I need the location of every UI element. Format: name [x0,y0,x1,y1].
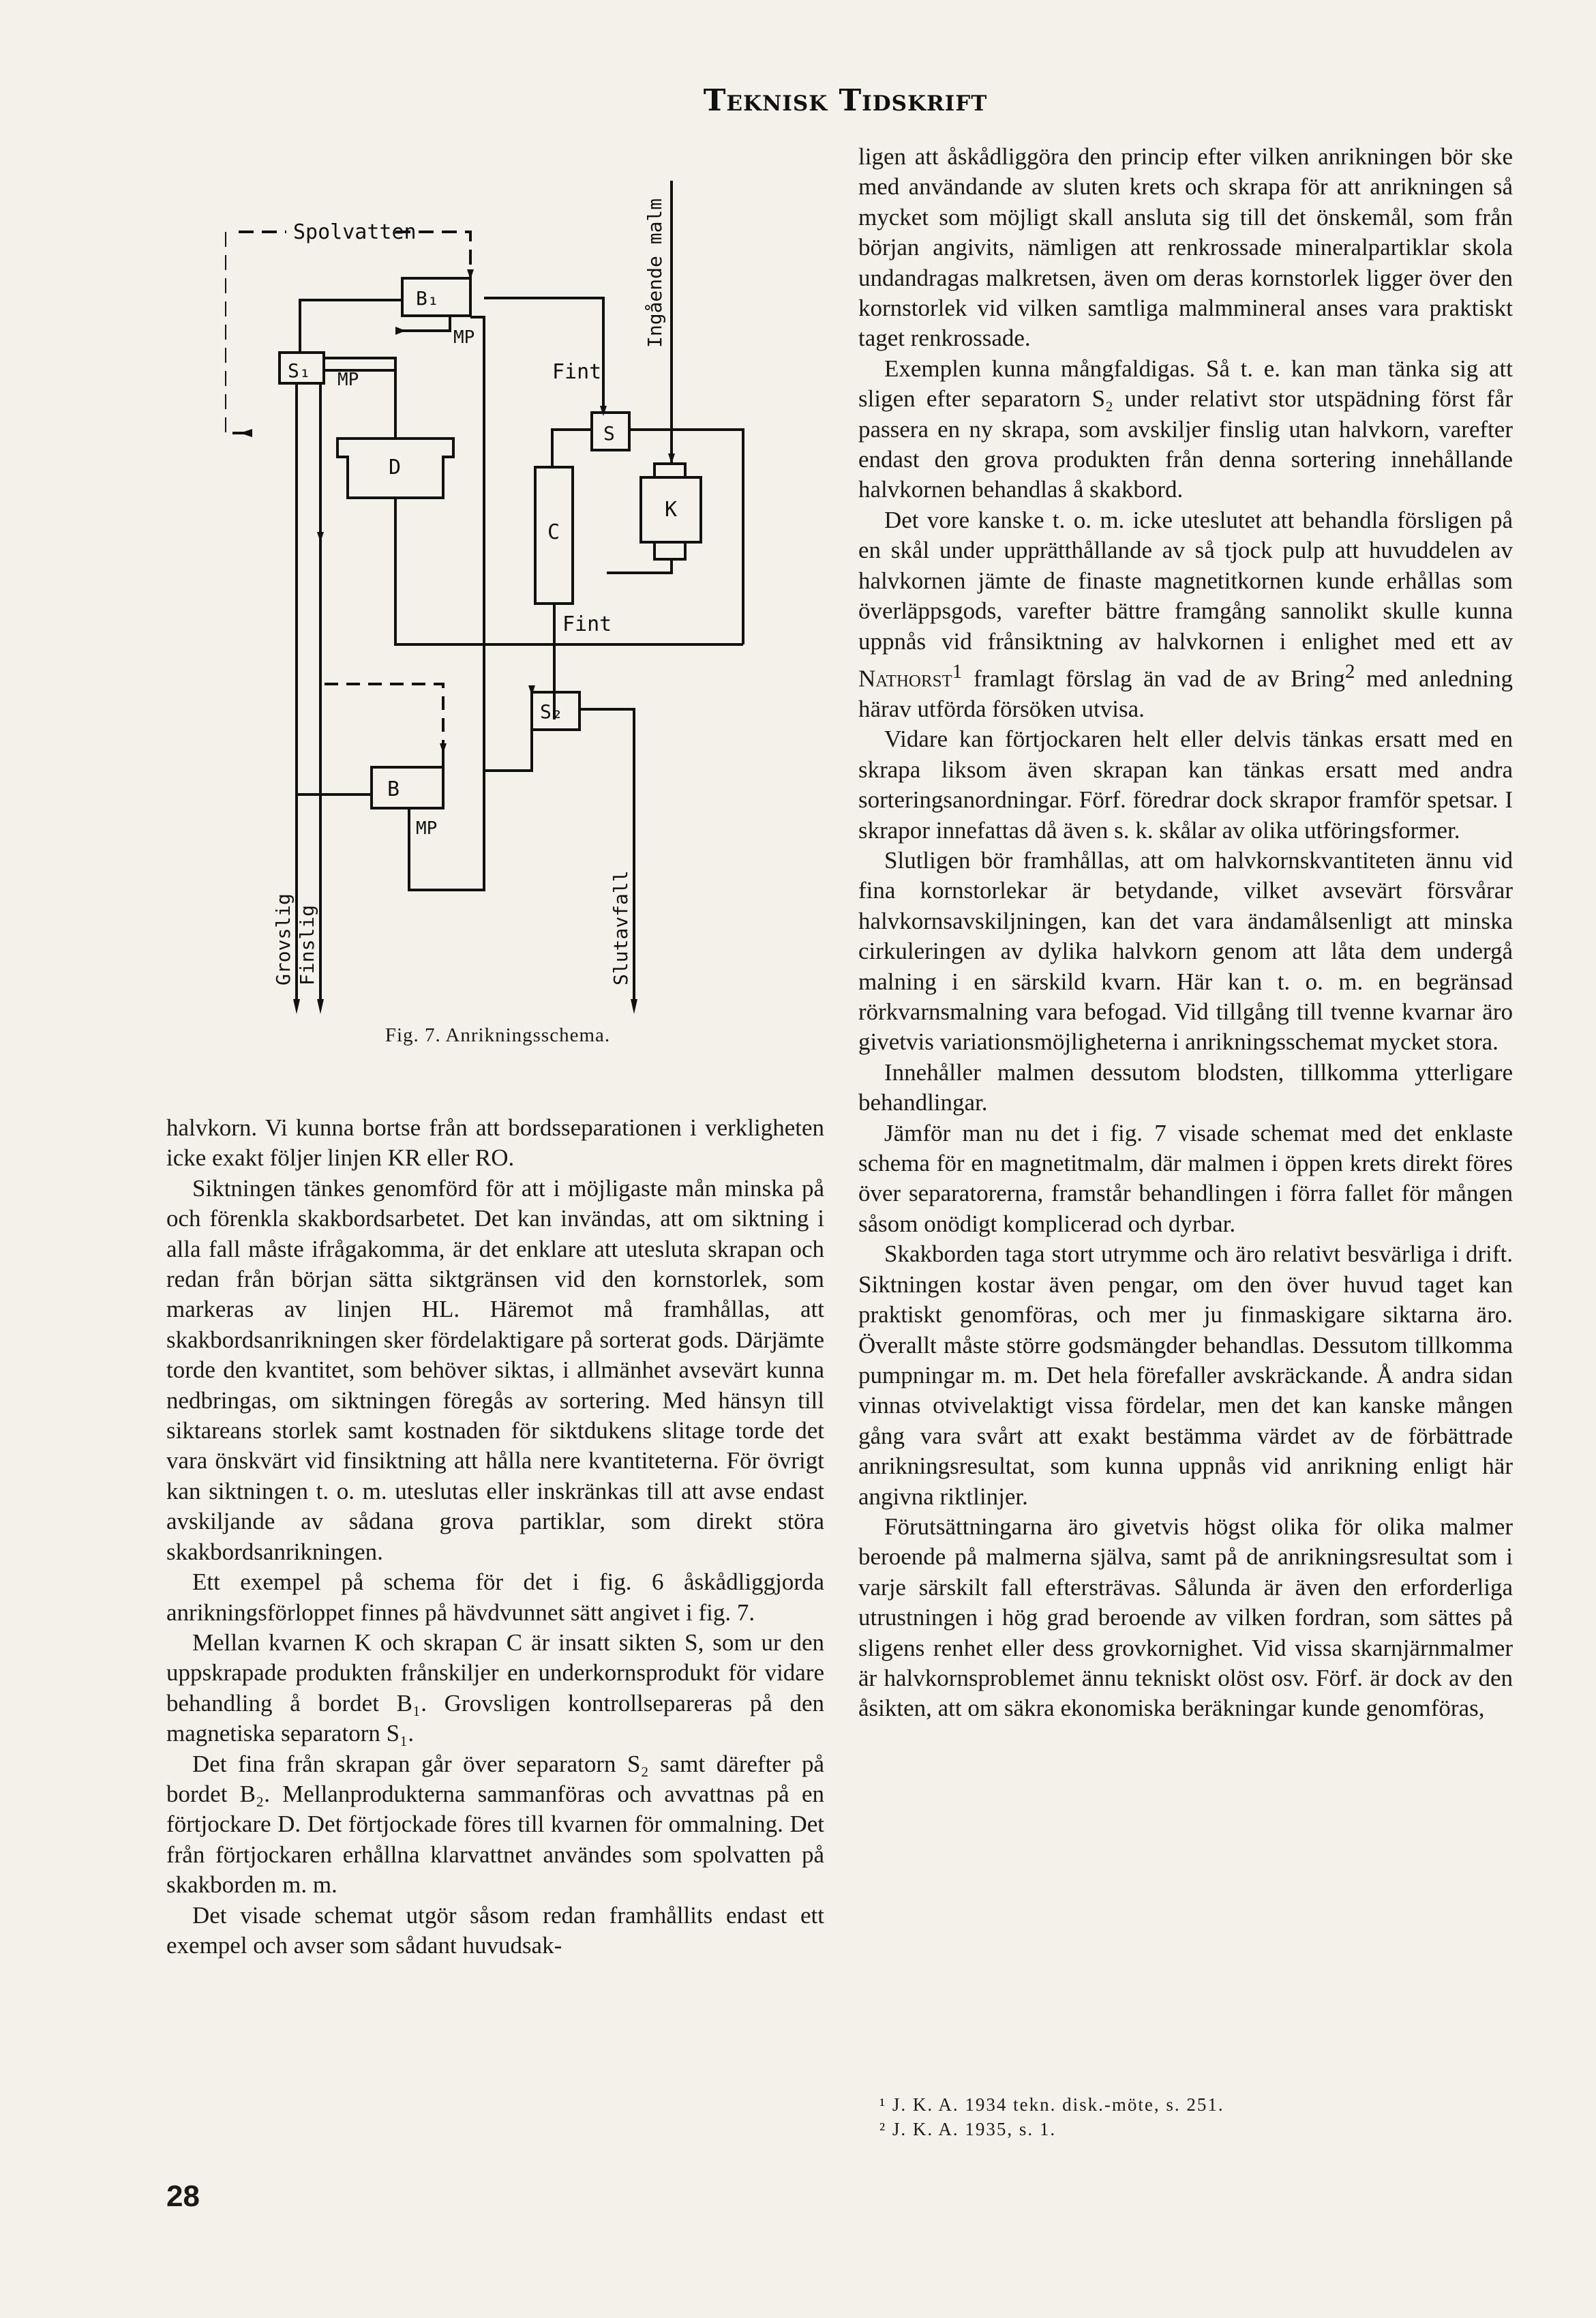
label-spolvatten: Spolvatten [293,220,417,244]
left-paragraph-2: Siktningen tänkes genomförd för att i möjligaste mån minska på och förenkla skakbordsarbetet. Det kan invändas, att om siktning i alla fall måste ifrågakomma, är det enklare att utesluta skrapan och redan från början sätta siktgränsen vid den kornstorlek, som markeras av linjen HL. Häremot må framhållas, att skakbordsanrikningen sker fördelaktigare på sorterat gods. Därjämte torde den kvantitet, som behöver siktas, i allmänhet avsevärt kunna nedbringas, om siktningen föregås av sortering. Med hänsyn till siktareans storlek samt kostnaden för siktdukens slitage torde det vara önskvärt vid finsiktning att hålla nere kvantiteterna. För övrigt kan siktningen t. o. m. uteslutas eller inskränkas till att avse endast avskiljande av sådana grova partiklar, som direkt störa skakbordsanrikningen. [166,1174,824,1565]
left-paragraph-1: halvkorn. Vi kunna bortse från att bordsseparationen i verkligheten icke exakt följer linjen KR eller RO. [166,1114,824,1172]
right-paragraph-4: Vidare kan förtjockaren helt eller delvis tänkas ersatt med en skrapa liksom även skrapan kan tänkas ersatt med andra sorteringsanordningar. Förf. föredrar dock skrapor framför spetsar. I skrapor innefattas då även s. k. skålar av olika utföringsformer. [858,726,1513,844]
label-c: C [547,520,560,544]
right-paragraph-3 [858,505,1513,725]
label-fint-top: Fint [552,360,602,384]
label-k: K [665,498,678,522]
right-paragraph-7: Jämför man nu det i fig. 7 visade schemat med det enklaste schema för en magnetitmalm, där malmen i öppen krets direkt föres över separatorerna, framstår behandlingen i förra fallet för mången såsom onödigt komplicerad och dyrbar. [858,1119,1513,1237]
left-paragraph-6: Det visade schemat utgör såsom redan framhållits endast ett exempel och avser som sådant huvudsak- [166,1901,824,1959]
label-b: B [387,777,400,801]
label-finslig: Finslig [296,904,318,985]
label-mp-s1: MP [337,370,359,390]
label-ingaende-malm: Ingående malm [644,198,666,348]
right-paragraph-8: Skakborden taga stort utrymme och äro relativt besvärliga i drift. Siktningen kostar även pengar, om den över huvud taget kan praktiskt genomföras, och mer ju finmaskigare siktarna äro. Överallt måste större godsmängder behandlas. Dessutom tillkomma pumpningar m. m. Det hela förefaller avskräckande. Å andra sidan vinnas otvivelaktigt vissa fördelar, men det kan kanske mången gång vara svårt att exakt bestämma värdet av de förbättrade anrikningsresultat, som kunna uppnås vid anrikning enligt här angivna riktlinjer. [858,1240,1513,1510]
journal-masthead: Teknisk Tidskrift [703,83,988,118]
figure-caption: Fig. 7. Anrikningsschema. [385,1024,611,1046]
label-fint-bottom: Fint [562,612,612,636]
spolvatten-line [225,232,252,433]
flow-diagram [225,153,757,1040]
left-paragraph-3: Ett exempel på schema för det i fig. 6 åskådliggjorda anrikningsförloppet finnes på hävdvunnet sätt angivet i fig. 7. [166,1569,824,1626]
right-paragraph-5: Slutligen bör framhållas, att om halvkornskvantiteten ännu vid fina kornstorlekar är betydande, vilket avsevärt försvårar halvkornsavskiljningen, kan det vara ändamålsenligt att minska cirkuleringen av dylika halvkorn genom att låta dem undergå malning i en särskild kvarn. Här kan t. o. m. en begränsad rörkvarnsmalning vara befogad. Vid tillgång till tvenne kvarnar äro givetvis variationsmöjligheterna i anrikningsschemat mycket stora. [858,847,1513,1056]
page-number: 28 [166,2180,200,2213]
label-s1: S₁ [288,359,311,382]
right-paragraph-3-part-c: med anledning härav utförda försöken utvisa. [858,665,1514,722]
right-paragraph-6: Innehåller malmen dessutom blodsten, tillkomma ytterligare behandlingar. [858,1058,1513,1116]
author-name-nathorst: Nathorst [858,665,952,692]
b-box [372,767,443,808]
right-paragraph-3-part-b: framlagt förslag än vad de av Bring [962,665,1345,692]
right-paragraph-2: Exemplen kunna mångfaldigas. Så t. e. kan man tänka sig att sligen efter separatorn S₂ under relativt stor utspädning först får passera en ny skrapa, som avskiljer finslig utan halvkorn, varefter endast den grova produkten från denna sortering innehållande halvkornen behandlas å skakbord. [858,355,1513,503]
label-slutavfall: Slutavfall [609,870,632,985]
footnote-ref-1: 1 [952,660,963,683]
label-grovslig: Grovslig [272,893,295,985]
footnote-ref-2: 2 [1344,660,1355,683]
footnote-2: ² J. K. A. 1935, s. 1. [879,2119,1057,2139]
left-paragraph-4: Mellan kvarnen K och skrapan C är insatt sikten S, som ur den uppskrapade produkten frånskiljer en underkornsprodukt för vidare behandling å bordet B₁. Grovsligen kontrollsepareras på den magnetiska separatorn S₁. [166,1629,824,1747]
right-paragraph-9: Förutsättningarna äro givetvis högst olika för olika malmer beroende på malmerna själva, samt på de anrikningsresultat som i varje särskilt fall eftersträvas. Sålunda är även den erforderliga utrustningen i hög grad beroende av vilken fordran, som sättes på sligens renhet eller dess grovkornighet. Vid vissa skarnjärnmalmer är halvkornsproblemet ännu tekniskt olöst osv. Förf. är dock av den åsikten, att om säkra ekonomiska beräkningar kunde genomföras, [858,1513,1513,1722]
right-paragraph-3-part-a: Det vore kanske t. o. m. icke uteslutet att behandla försligen på en skål under upprätthållande av så tjock pulp att huvuddelen av halvkornen jämte de finaste magnetitkornen kunde erhållas som överläppsgods, varefter bättre framgång sannolikt skulle kunna uppnås vid frånsiktning av halvkornen i enlighet med ett av [858,506,1513,655]
label-mp-b: MP [416,818,438,839]
right-paragraph-1: ligen att åskådliggöra den princip efter vilken anrikningen bör ske med användande av sluten krets och skrapa för att anrikningen så mycket som möjligt skall ansluta sig till det önskemål, som från början angivits, nämligen att renkrossade mineralpartiklar skola undandragas malkretsen, även om deras kornstorlek ligger över den kornstorlek vid vilken samtliga malmmineral anses vara praktiskt taget renkrossade. [858,143,1513,352]
label-s2: S₂ [540,700,563,723]
footnotes [879,2092,1493,2141]
label-mp-b1: MP [453,327,475,348]
label-d: D [389,456,402,479]
left-column [166,1113,824,1961]
footnote-1: ¹ J. K. A. 1934 tekn. disk.-möte, s. 251. [879,2094,1224,2115]
label-s: S [603,422,615,445]
label-b1: B₁ [416,287,439,310]
right-column [858,142,1513,1724]
left-paragraph-5: Det fina från skrapan går över separatorn S₂ samt därefter på bordet B₂. Mellanprodukterna sammanföras och avvattnas på en förtjockare D. Det förtjockade föres till kvarnen för ommalning. Det från förtjockaren erhållna klarvattnet användes som spolvatten på skakborden m. m. [166,1750,824,1899]
anrikningsschema-svg [225,153,757,1040]
